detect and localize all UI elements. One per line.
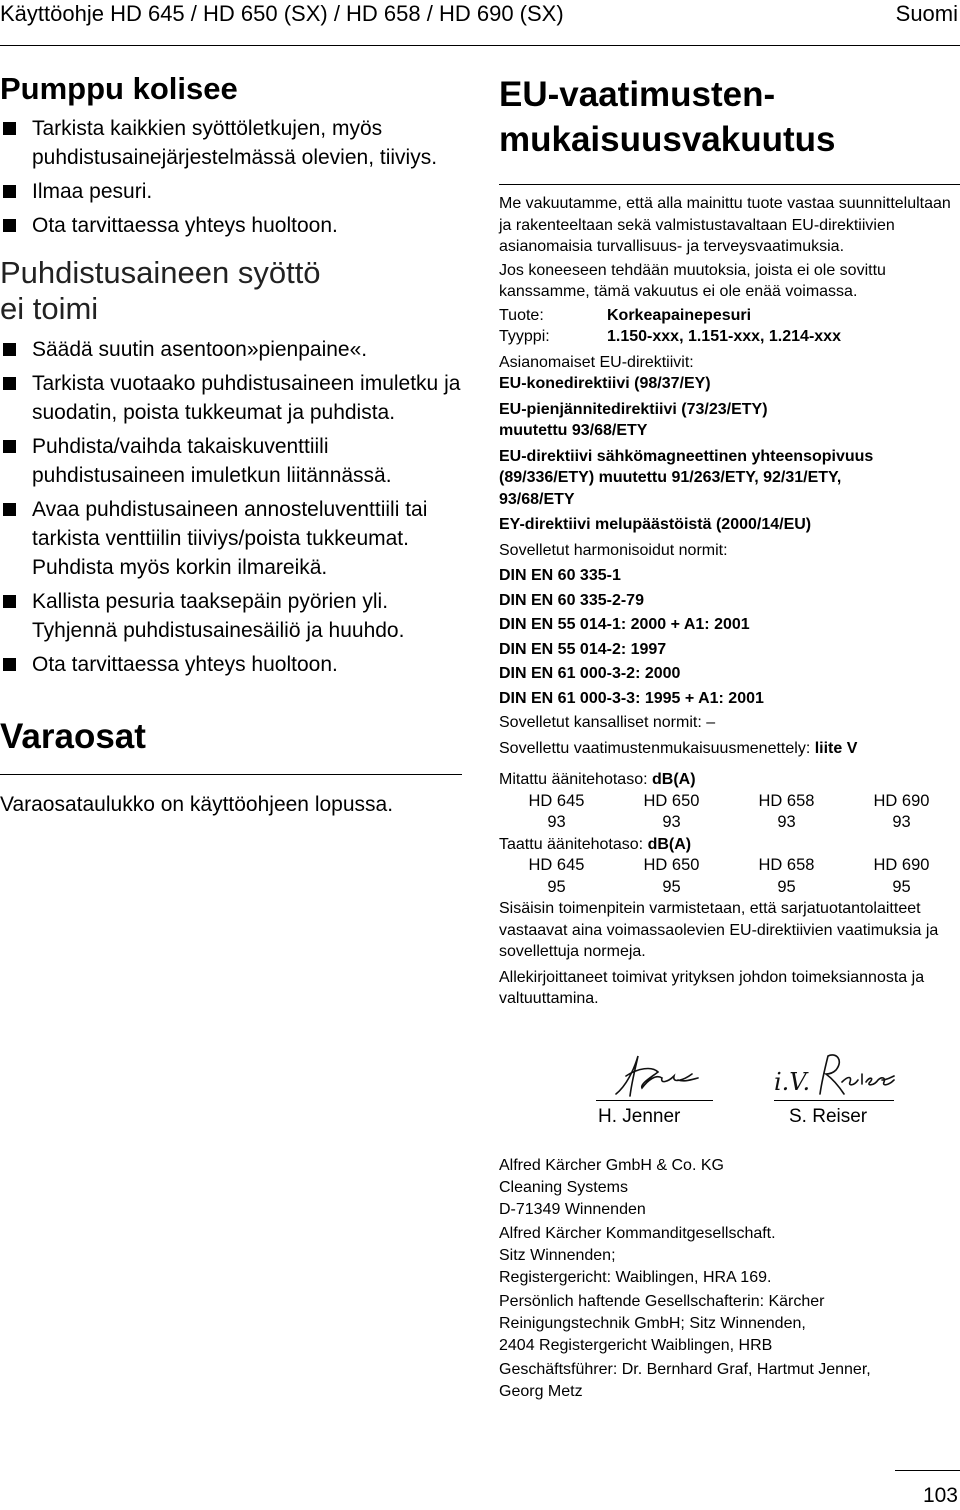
company-line: Sitz Winnenden; [499, 1247, 616, 1264]
bullet-square-icon [3, 658, 16, 671]
svg-text:i.V.: i.V. [774, 1068, 811, 1096]
spare-parts-text: Varaosataulukko on käyttöohjeen lopussa. [0, 793, 394, 816]
directive-machinery: EU-konedirektiivi (98/37/EY) [499, 375, 711, 392]
list-item: Puhdista/vaihda takaiskuventtiili puhdistusaineen imuletkun liitännässä. [0, 432, 470, 490]
company-line: Registergericht: Waiblingen, HRA 169. [499, 1269, 772, 1286]
value-cell: 95 [892, 877, 911, 896]
guaranteed-sound-label: Taattu äänitehotaso: dB(A) [499, 835, 692, 853]
value-cell: 93 [777, 813, 796, 831]
declaration-title: EU-vaatimusten- mukaisuusvakuutus [499, 75, 836, 159]
value-cell: 95 [662, 877, 681, 896]
model-cell: HD 645 [528, 856, 585, 874]
list-item: Avaa puhdistusaineen annosteluventtiili tai tarkista venttiilin tiiviys/poista tukkeumat. Puhdista myös korkin ilmareikä. [0, 495, 470, 582]
company-line: Persönlich haftende Gesellschafterin: Kärcher [499, 1293, 825, 1310]
directive-low-voltage-amend: muutettu 93/68/ETY [499, 422, 648, 439]
list-item: Kallista pesuria taaksepäin pyörien yli. Tyhjennä puhdistusainesäiliö ja huuhdo. [0, 587, 470, 645]
norm-item: DIN EN 60 335-2-79 [499, 591, 644, 609]
directive-emc-amend2: 93/68/ETY [499, 490, 575, 508]
value-cell: 95 [777, 877, 796, 896]
signature-reiser-image [770, 1050, 900, 1102]
company-line: Reinigungstechnik GmbH; Sitz Winnenden, [499, 1315, 806, 1332]
value-cell: 93 [662, 813, 681, 831]
value-cell: 93 [892, 813, 911, 831]
norm-item: DIN EN 61 000-3-3: 1995 + A1: 2001 [499, 689, 764, 707]
directives-label: Asianomaiset EU-direktiivit: [499, 353, 694, 371]
directive-low-voltage: EU-pienjännitedirektiivi (73/23/ETY) [499, 400, 768, 418]
type-row: Tyyppi: 1.150-xxx, 1.151-xxx, 1.214-xxx [499, 328, 841, 345]
bullet-square-icon [3, 343, 16, 356]
section-heading-detergent: Puhdistusaineen syöttö ei toimi [0, 255, 321, 326]
list-item: Säädä suutin asentoon»pienpaine«. [0, 335, 470, 364]
list-item: Tarkista vuotaako puhdistusaineen imuletku ja suodatin, poista tukkeumat ja puhdista. [0, 369, 470, 427]
directive-emc: EU-direktiivi sähkömagneettinen yhteensopivuus [499, 447, 874, 465]
internal-measures-text: Sisäisin toimenpitein varmistetaan, että sarjatuotantolaitteet vastaavat aina voimassaolevien EU-direktiivien vaatimuksia ja sovellettuja normeja. [499, 900, 939, 960]
modification-text: Jos koneeseen tehdään muutoksia, joista ei ole sovittu kanssamme, tämä vakuutus ei ole enää voimassa. [499, 261, 886, 300]
page-number: 103 [922, 1484, 958, 1507]
measured-sound-label: Mitattu äänitehotaso: dB(A) [499, 771, 696, 788]
value-cell: 95 [547, 877, 566, 896]
harmonised-label: Sovelletut harmonisoidut normit: [499, 541, 728, 559]
section-heading-spare-parts: Varaosat [0, 717, 146, 756]
norm-item: DIN EN 55 014-2: 1997 [499, 640, 667, 658]
bullet-square-icon [3, 219, 16, 232]
section-rule [499, 184, 960, 185]
model-cell: HD 658 [758, 856, 815, 874]
guaranteed-sound-table [499, 855, 959, 898]
signature-jenner-image [612, 1050, 702, 1102]
directive-noise: EY-direktiivi melupäästöistä (2000/14/EU) [499, 516, 812, 533]
signer-name-reiser: S. Reiser [789, 1106, 868, 1127]
bullet-square-icon [3, 440, 16, 453]
value-cell: 93 [547, 813, 566, 831]
right-column [499, 72, 959, 1010]
conformity-procedure: Sovellettu vaatimustenmukaisuusmenettely: liite V [499, 739, 858, 757]
model-cell: HD 645 [528, 791, 585, 810]
company-line: Alfred Kärcher GmbH & Co. KG [499, 1157, 724, 1174]
model-cell: HD 650 [643, 856, 700, 874]
signature-line [596, 1100, 713, 1101]
header-rule [0, 45, 960, 46]
model-cell: HD 690 [873, 856, 930, 874]
norm-item: DIN EN 60 335-1 [499, 567, 621, 584]
signer-name-jenner: H. Jenner [598, 1106, 681, 1127]
model-cell: HD 658 [758, 791, 815, 810]
norm-item: DIN EN 55 014-1: 2000 + A1: 2001 [499, 616, 750, 633]
signature-line [774, 1100, 894, 1101]
product-row: Tuote: Korkeapainepesuri [499, 306, 752, 324]
directive-emc-amend: (89/336/ETY) muutettu 91/263/ETY, 92/31/ETY, [499, 469, 842, 486]
document-title: Käyttöohje HD 645 / HD 650 (SX) / HD 658 / HD 690 (SX) [0, 1, 564, 26]
company-line: Georg Metz [499, 1383, 583, 1400]
model-cell: HD 690 [873, 791, 930, 810]
footer-rule [895, 1470, 960, 1471]
section-heading-pump: Pumppu kolisee [0, 71, 238, 106]
company-line: Cleaning Systems [499, 1179, 628, 1196]
list-item: Ilmaa pesuri. [0, 177, 470, 206]
bullet-square-icon [3, 595, 16, 608]
company-line: Geschäftsführer: Dr. Bernhard Graf, Hartmut Jenner, [499, 1361, 871, 1378]
company-info [499, 1155, 959, 1405]
company-line: 2404 Registergericht Waiblingen, HRB [499, 1337, 773, 1354]
company-line: D-71349 Winnenden [499, 1201, 646, 1218]
bullet-square-icon [3, 185, 16, 198]
language-label: Suomi [895, 1, 958, 26]
national-norms: Sovelletut kansalliset normit: – [499, 714, 716, 731]
measured-sound-table [499, 791, 959, 834]
model-cell: HD 650 [643, 791, 700, 810]
intro-text: Me vakuutamme, että alla mainittu tuote vastaa suunnittelultaan ja rakenteeltaan sekä valmistustavaltaan EU-direktiivien asianomaisia turvallisuus- ja terveysvaatimuksia. [499, 195, 951, 255]
left-column [0, 70, 470, 819]
list-item: Ota tarvittaessa yhteys huoltoon. [0, 650, 470, 679]
company-line: Alfred Kärcher Kommanditgesellschaft. [499, 1225, 776, 1242]
bullet-square-icon [3, 503, 16, 516]
bullet-square-icon [3, 122, 16, 135]
list-item: Tarkista kaikkien syöttöletkujen, myös puhdistusainejärjestelmässä olevien, tiiviys. [0, 114, 470, 172]
norm-item: DIN EN 61 000-3-2: 2000 [499, 665, 681, 682]
signers-text: Allekirjoittaneet toimivat yrityksen johdon toimeksiannosta ja valtuuttamina. [499, 968, 925, 1007]
list-item: Ota tarvittaessa yhteys huoltoon. [0, 211, 470, 240]
bullet-square-icon [3, 377, 16, 390]
